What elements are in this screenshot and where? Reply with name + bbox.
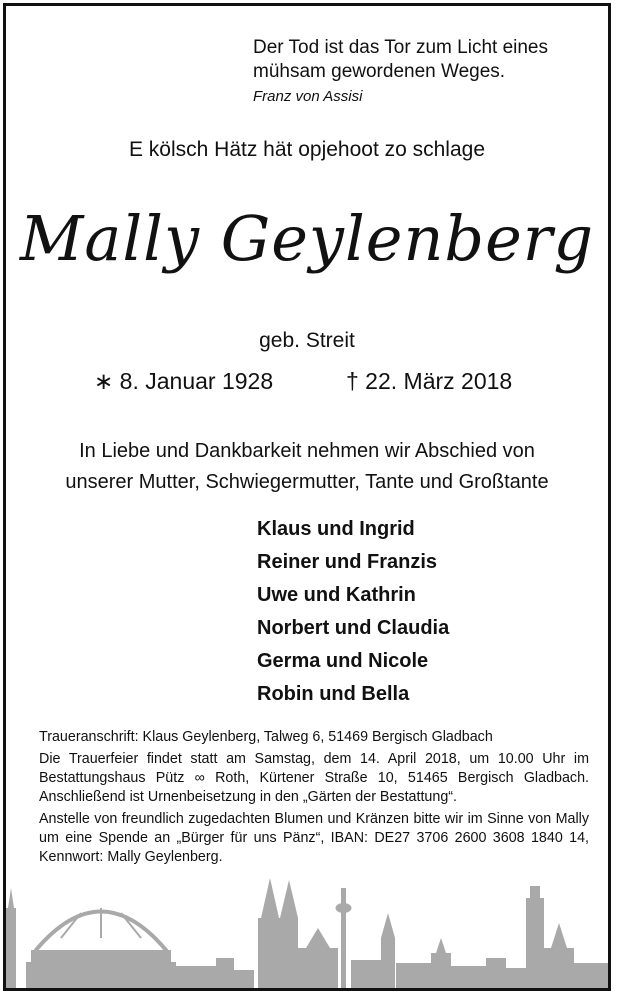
farewell-line: unserer Mutter, Schwiegermutter, Tante und Großtante <box>65 471 549 493</box>
deceased-name: Mally Geylenberg <box>19 202 595 275</box>
quote-author: Franz von Assisi <box>253 88 363 105</box>
donation-info: Anstelle von freundlich zugedachten Blumen und Kränzen bitte wir im Sinne von Mally um eine Spende an „Bürger für uns Pänz“, IBAN: DE27 3706 2600 3608 1840 14, Kennwort: Mally Geylenberg. <box>39 811 589 865</box>
mourner-item: Germa und Nicole <box>257 650 429 672</box>
mourning-address: Traueranschrift: Klaus Geylenberg, Talweg 6, 51469 Bergisch Gladbach <box>39 729 493 745</box>
mourners-list <box>257 513 449 711</box>
farewell-text <box>6 436 608 498</box>
quote-line: mühsam gewordenen Weges. <box>253 61 506 82</box>
subtitle: E kölsch Hätz hät opjehoot zo schlage <box>128 138 486 161</box>
mourner-item: Klaus und Ingrid <box>257 518 415 540</box>
birth-name: geb. Streit <box>259 329 355 352</box>
farewell-line: In Liebe und Dankbarkeit nehmen wir Abschied von <box>79 440 535 462</box>
quote-block <box>253 36 593 108</box>
quote-line: Der Tod ist das Tor zum Licht eines <box>253 37 548 58</box>
mourner-item: Reiner und Franzis <box>257 551 438 573</box>
mourner-item: Norbert und Claudia <box>257 617 450 639</box>
ceremony-info: Die Trauerfeier findet statt am Samstag, dem 14. April 2018, um 10.00 Uhr im Bestattungshaus Pütz ∞ Roth, Kürtener Straße 10, 51465 Bergisch Gladbach. Anschließend ist Urnenbeisetzung in den „Gärten der Bestattung“. <box>39 751 589 805</box>
info-block <box>39 728 589 870</box>
birth-date: ∗ 8. Januar 1928 <box>94 368 274 394</box>
city-skyline-illustration <box>6 878 608 988</box>
obituary-frame <box>3 3 611 991</box>
mourner-item: Uwe und Kathrin <box>257 584 416 606</box>
death-date: † 22. März 2018 <box>346 368 513 394</box>
mourner-item: Robin und Bella <box>257 683 410 705</box>
